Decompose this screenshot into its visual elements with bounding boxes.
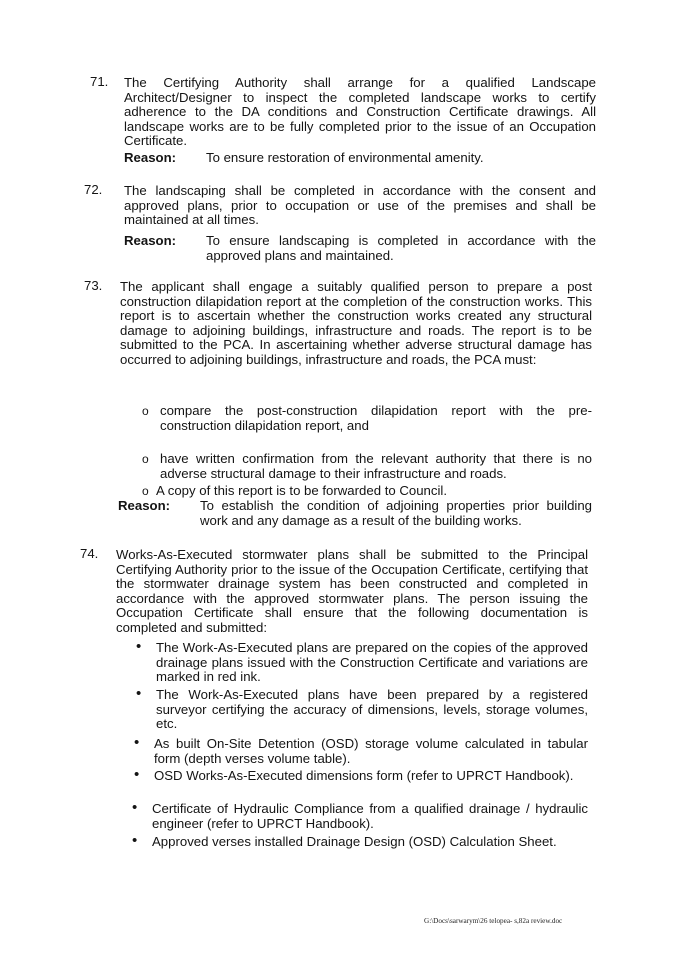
sub-item-text: A copy of this report is to be forwarded to Council. <box>156 483 448 498</box>
bullet-text: The Work-As-Executed plans are prepared on the copies of the approved drainage plans issued with the Construction Certificate and variations are marked in red ink. <box>156 640 588 685</box>
reason-label: Reason: <box>118 498 171 513</box>
clause-text: The applicant shall engage a suitably qualified person to prepare a post construction dilapidation report at the completion of the construction works. This report is to ascertain whether the construction works created any structural damage to adjoining buildings, infrastructure and roads. The report is to be submitted to the PCA. In ascertaining whether adverse structural damage has occurred to adjoining buildings, infrastructure and roads, the PCA must: <box>120 279 592 367</box>
bullet-icon: • <box>136 685 142 702</box>
clause-number: 74. <box>80 546 99 561</box>
bullet-text: The Work-As-Executed plans have been prepared by a registered surveyor certifying the accuracy of dimensions, levels, storage volumes, etc. <box>156 687 588 732</box>
clause-text: Works-As-Executed stormwater plans shall be submitted to the Principal Certifying Authority prior to the issue of the Occupation Certificate, certifying that the stormwater drainage system has been constructed and completed in accordance with the approved stormwater plans. The person issuing the Occupation Certificate shall ensure that the following documentation is completed and submitted: <box>116 547 588 635</box>
reason-line <box>124 234 596 266</box>
circle-bullet-icon: o <box>142 404 149 418</box>
bullet-text: As built On-Site Detention (OSD) storage volume calculated in tabular form (depth verses volume table). <box>154 736 588 766</box>
reason-text: To establish the condition of adjoining properties prior building work and any damage as a result of the building works. <box>200 498 592 528</box>
reason-line <box>118 499 592 531</box>
clause-text: The Certifying Authority shall arrange for a qualified Landscape Architect/Designer to inspect the completed landscape works to certify adherence to the DA conditions and Construction Certificate drawings. All landscape works are to be fully completed prior to the issue of an Occupation Certificate. <box>124 75 596 149</box>
file-path-footer: G:\Docs\sarwarym\26 telopea- s,82a review.doc <box>424 917 563 925</box>
bullet-icon: • <box>134 734 140 751</box>
reason-text: To ensure landscaping is completed in accordance with the approved plans and maintained. <box>206 233 596 263</box>
bullet-icon: • <box>134 766 140 783</box>
clause-number: 71. <box>90 74 109 89</box>
reason-line <box>124 151 596 167</box>
clause-number: 72. <box>84 182 103 197</box>
clause-text: The landscaping shall be completed in accordance with the consent and approved plans, prior to occupation or use of the premises and shall be maintained at all times. <box>124 183 596 228</box>
bullet-text: Certificate of Hydraulic Compliance from a qualified drainage / hydraulic engineer (refer to UPRCT Handbook). <box>152 801 588 831</box>
circle-bullet-icon: o <box>142 452 149 466</box>
sub-item-text: compare the post-construction dilapidation report with the pre-construction dilapidation report, and <box>160 403 592 433</box>
reason-text: To ensure restoration of environmental amenity. <box>206 150 484 165</box>
reason-label: Reason: <box>124 150 177 165</box>
clause-number: 73. <box>84 278 103 293</box>
bullet-icon: • <box>132 832 138 849</box>
circle-bullet-icon: o <box>142 484 149 498</box>
reason-label: Reason: <box>124 233 177 248</box>
bullet-icon: • <box>132 799 138 816</box>
bullet-text: OSD Works-As-Executed dimensions form (refer to UPRCT Handbook). <box>154 768 574 783</box>
sub-item-text: have written confirmation from the relevant authority that there is no adverse structural damage to their infrastructure and roads. <box>160 451 592 481</box>
bullet-icon: • <box>136 638 142 655</box>
bullet-text: Approved verses installed Drainage Design (OSD) Calculation Sheet. <box>152 834 557 849</box>
